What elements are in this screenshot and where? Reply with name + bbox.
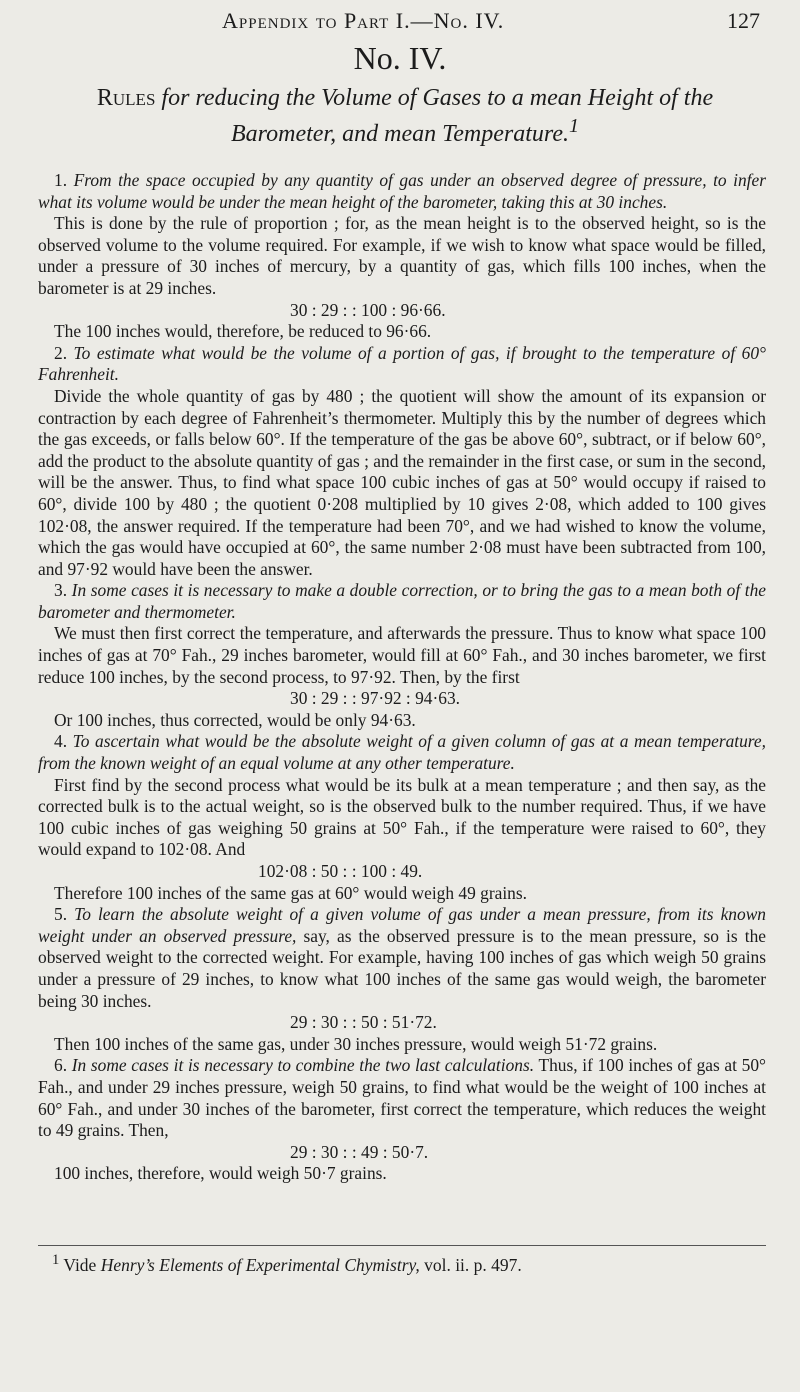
- paragraph-text: Then 100 inches of the same gas, under 30 inches pressure, would weigh 51·72 grains.: [54, 1033, 658, 1054]
- rule-paragraph: [38, 580, 766, 623]
- paragraph-text: Thus, if 100 inches of gas at 50° Fah., and under 29 inches pressure, weigh 50 grains, to find what would be the weight of 100 inches at 60° Fah., and under 30 inches of the barometer, first correct the temperature, which reduces the weight to 49 grains. Then,: [38, 1055, 766, 1141]
- footnote-reference[interactable]: 1: [568, 115, 579, 137]
- rule-number: 4.: [54, 731, 68, 752]
- paragraph-text: The 100 inches would, therefore, be reduced to 96·66.: [54, 321, 432, 342]
- paragraph: [38, 883, 766, 905]
- page-number: 127: [727, 8, 760, 33]
- footnote-rule: [38, 1245, 766, 1246]
- paragraph-text: 29 : 30 : : 49 : 50·7.: [290, 1141, 429, 1162]
- footnote-prefix: Vide: [63, 1254, 97, 1275]
- rule-number: 1.: [54, 170, 68, 190]
- footnote-title: Henry’s Elements of Experimental Chymistry,: [100, 1254, 420, 1275]
- paragraph-text: This is done by the rule of proportion ; for, as the mean height is to the observed height, so is the observed volume to the volume required. For example, if we wish to know what space would be filled, under a pressure of 30 inches of mercury, by a quantity of gas, which fills 100 inches, when the barometer is at 29 inches.: [38, 213, 766, 298]
- footnote: [52, 1252, 772, 1276]
- paragraph: [38, 386, 766, 580]
- section-subtitle: [80, 84, 730, 148]
- subtitle-rest: for reducing the Volume of Gases to a mean Height of the Barometer, and mean Temperature.: [161, 85, 714, 147]
- paragraph: [38, 213, 766, 299]
- paragraph-text: 30 : 29 : : 97·92 : 94·63.: [290, 688, 461, 709]
- rule-statement: To ascertain what would be the absolute weight of a given column of gas at a mean temperature, from the known weight of an equal volume at any other temperature.: [38, 731, 766, 774]
- rule-paragraph: [38, 170, 766, 213]
- paragraph-text: First find by the second process what would be its bulk at a mean temperature ; and then say, as the corrected bulk is to the actual weight, so is the observed bulk to the number required. Thus, if we have 100 cubic inches of gas weighing 50 grains at 50° Fah., if the temperature were raised to 60°, they would expand to 102·08. And: [38, 774, 766, 860]
- paragraph: [38, 321, 766, 343]
- paragraph-text: 29 : 30 : : 50 : 51·72.: [290, 1012, 437, 1033]
- proportion-line: [38, 1142, 766, 1164]
- paragraph-text: Divide the whole quantity of gas by 480 ; the quotient will show the amount of its expansion or contraction by each degree of Fahrenheit’s thermometer. Multiply this by the number of degrees which the gas exceeds, or falls below 60°. If the temperature of the gas be above 60°, subtract, or if below 60°, add the product to the absolute quantity of gas ; and the remainder in the first case, or sum in the second, will be the answer. Thus, to find what space 100 cubic inches of gas at 50° would occupy if raised to 60°, divide 100 by 480 ; the quotient 0·208 multiplied by 10 gives 2·08, which added to 100 gives 102·08, the answer required. If the temperature had been 70°, and we had wished to know the volume, which the gas would have occupied at 60°, the same number 2·08 must have been subtracted from 100, and 97·92 would have been the answer.: [38, 385, 766, 579]
- proportion-line: [38, 688, 766, 710]
- running-title: Appendix to Part I.—No. IV.: [222, 8, 505, 33]
- rule-statement: To learn the absolute weight of a given volume of gas under a mean pressure, from its known weight under an observed pressure,: [38, 904, 766, 946]
- subtitle-lead: Rules: [96, 85, 156, 111]
- rule-number: 2.: [54, 342, 68, 363]
- proportion-line: [38, 300, 766, 322]
- paragraph-text: 102·08 : 50 : : 100 : 49.: [258, 861, 423, 881]
- proportion-line: [38, 1012, 766, 1034]
- paragraph: [38, 710, 766, 732]
- proportion-line: [38, 861, 766, 883]
- paragraph-text: Therefore 100 inches of the same gas at 60° would weigh 49 grains.: [54, 882, 527, 903]
- section-heading: No. IV.: [353, 40, 447, 76]
- rule-number: 6.: [54, 1055, 68, 1076]
- paragraph-text: 30 : 29 : : 100 : 96·66.: [290, 299, 446, 320]
- rule-statement: From the space occupied by any quantity of gas under an observed degree of pressure, to infer what its volume would be under the mean height of the barometer, taking this at 30 inches.: [38, 170, 766, 212]
- paragraph-text: 100 inches, therefore, would weigh 50·7 grains.: [54, 1163, 387, 1184]
- paragraph-text: say, as the observed pressure is to the mean pressure, so is the observed weight to the corrected weight. For example, having 100 inches of gas which weigh 50 grains under a pressure of 29 inches, to know what 100 inches of the same gas would weigh, the barometer being 30 inches.: [38, 925, 766, 1011]
- body-text: [38, 170, 766, 1185]
- paragraph: [38, 775, 766, 861]
- rule-statement: In some cases it is necessary to combine the two last calculations.: [71, 1055, 535, 1076]
- rule-number: 3.: [54, 580, 68, 601]
- rule-statement: To estimate what would be the volume of a portion of gas, if brought to the temperature of 60° Fahrenheit.: [38, 342, 766, 385]
- paragraph: [38, 623, 766, 688]
- rule-paragraph: [38, 904, 766, 1012]
- rule-statement: In some cases it is necessary to make a double correction, or to bring the gas to a mean both of the barometer and thermometer.: [38, 580, 766, 622]
- running-head: [0, 4, 800, 40]
- paragraph: [38, 1163, 766, 1185]
- rule-paragraph: [38, 1055, 766, 1141]
- paragraph-text: We must then first correct the temperature, and afterwards the pressure. Thus to know what space 100 inches of gas at 70° Fah., 29 inches barometer, would fill at 60° Fah., and 30 inches barometer, we first reduce 100 inches, by the second process, to 97·92. Then, by the first: [38, 623, 766, 687]
- rule-paragraph: [38, 343, 766, 386]
- paragraph-text: Or 100 inches, thus corrected, would be only 94·63.: [54, 709, 416, 730]
- footnote-suffix: vol. ii. p. 497.: [424, 1254, 522, 1275]
- rule-paragraph: [38, 731, 766, 774]
- rule-number: 5.: [54, 904, 68, 925]
- footnote-mark: 1: [52, 1252, 60, 1268]
- paragraph: [38, 1034, 766, 1056]
